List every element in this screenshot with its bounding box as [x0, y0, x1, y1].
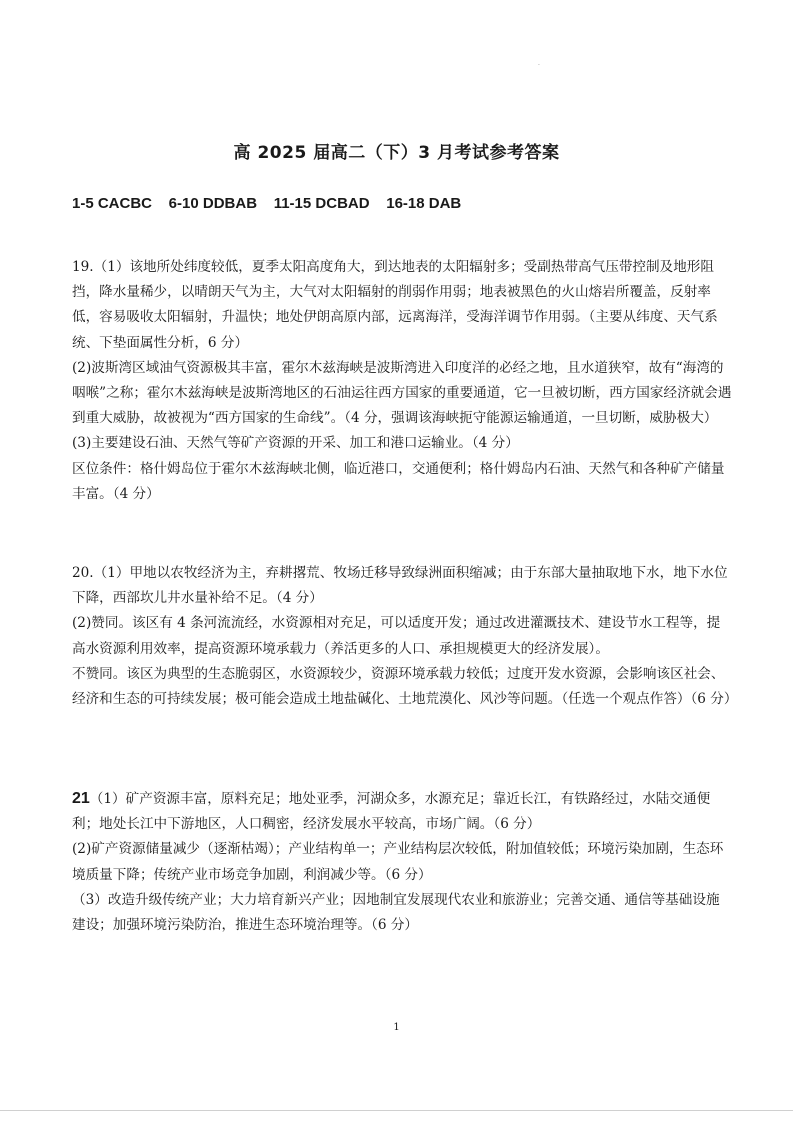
q20-part2-agree: (2)赞同。该区有 4 条河流流经，水资源相对充足，可以适度开发；通过改进灌溉技术、建设节水工程等，提高水资源利用效率，提高资源环境承载力（养活更多的人口、承担规模更大的经济发展）。 [72, 615, 721, 657]
q21-number: 21 [72, 790, 90, 807]
q20-part2-disagree: 不赞同。该区为典型的生态脆弱区，水资源较少，资源环境承载力较低；过度开发水资源，会影响该区社会、经济和生态的可持续发展；极可能会造成土地盐碱化、土地荒漠化、风沙等问题。（任选一个观点作答）（6 分） [72, 665, 738, 708]
q21-part3: （3）改造升级传统产业；大力培育新兴产业；因地制宜发展现代农业和旅游业；完善交通、通信等基础设施建设；加强环境污染防治，推进生态环境治理等。（6 分） [72, 891, 720, 934]
q21-part1 [72, 786, 732, 837]
scan-dot: · [538, 62, 540, 69]
page-title: 高 2025 届高二（下）3 月考试参考答案 [233, 143, 560, 163]
q19-part1: 19.（1）该地所处纬度较低，夏季太阳高度角大，到达地表的太阳辐射多；受副热带高气压带控制及地形阻挡，降水量稀少，以晴朗天气为主，大气对太阳辐射的削弱作用弱；地表被黑色的火山熔岩所覆盖，反射率低，容易吸收太阳辐射，升温快；地处伊朗高原内部，远离海洋，受海洋调节作用弱。（主要从纬度、天气系统、下垫面属性分析，6 分） [72, 259, 718, 351]
q19-location-conditions: 区位条件：格什姆岛位于霍尔木兹海峡北侧，临近港口，交通便利；格什姆岛内石油、天然气和各种矿产储量丰富。（4 分） [72, 460, 725, 502]
q20-part1: 20.（1）甲地以农牧经济为主，弃耕撂荒、牧场迁移导致绿洲面积缩减；由于东部大量抽取地下水，地下水位下降，西部坎儿井水量补给不足。（4 分） [72, 565, 728, 607]
page-number: 1 [393, 1022, 400, 1033]
question-20-answer [72, 561, 738, 712]
question-21-answer [72, 786, 732, 938]
q21-part1-text: （1）矿产资源丰富，原料充足；地处亚季，河湖众多，水源充足；靠近长江，有铁路经过，水陆交通便利；地处长江中下游地区，人口稠密，经济发展水平较高，市场广阔。（6 分） [72, 791, 711, 833]
q21-part2: (2)矿产资源储量减少（逐渐枯竭）；产业结构单一；产业结构层次较低，附加值较低；环境污染加剧，生态环境质量下降；传统产业市场竞争加剧，利润减少等。（6 分） [72, 841, 724, 883]
question-19-answer [72, 255, 732, 507]
page-bottom-edge [0, 1110, 793, 1111]
q19-part2: (2)波斯湾区域油气资源极其丰富，霍尔木兹海峡是波斯湾进入印度洋的必经之地，且水道狭窄，故有“海湾的咽喉”之称；霍尔木兹海峡是波斯湾地区的石油运往西方国家的重要通道，它一旦被切断，西方国家经济就会遇到重大威胁，故被视为“西方国家的生命线”。（4 分，强调该海峡扼守能源运输通道，一旦切断，威胁极大） [72, 359, 732, 427]
q19-part3: (3)主要建设石油、天然气等矿产资源的开采、加工和港口运输业。（4 分） [72, 435, 519, 452]
multiple-choice-answers: 1-5 CACBC 6-10 DDBAB 11-15 DCBAD 16-18 DAB [72, 195, 462, 212]
